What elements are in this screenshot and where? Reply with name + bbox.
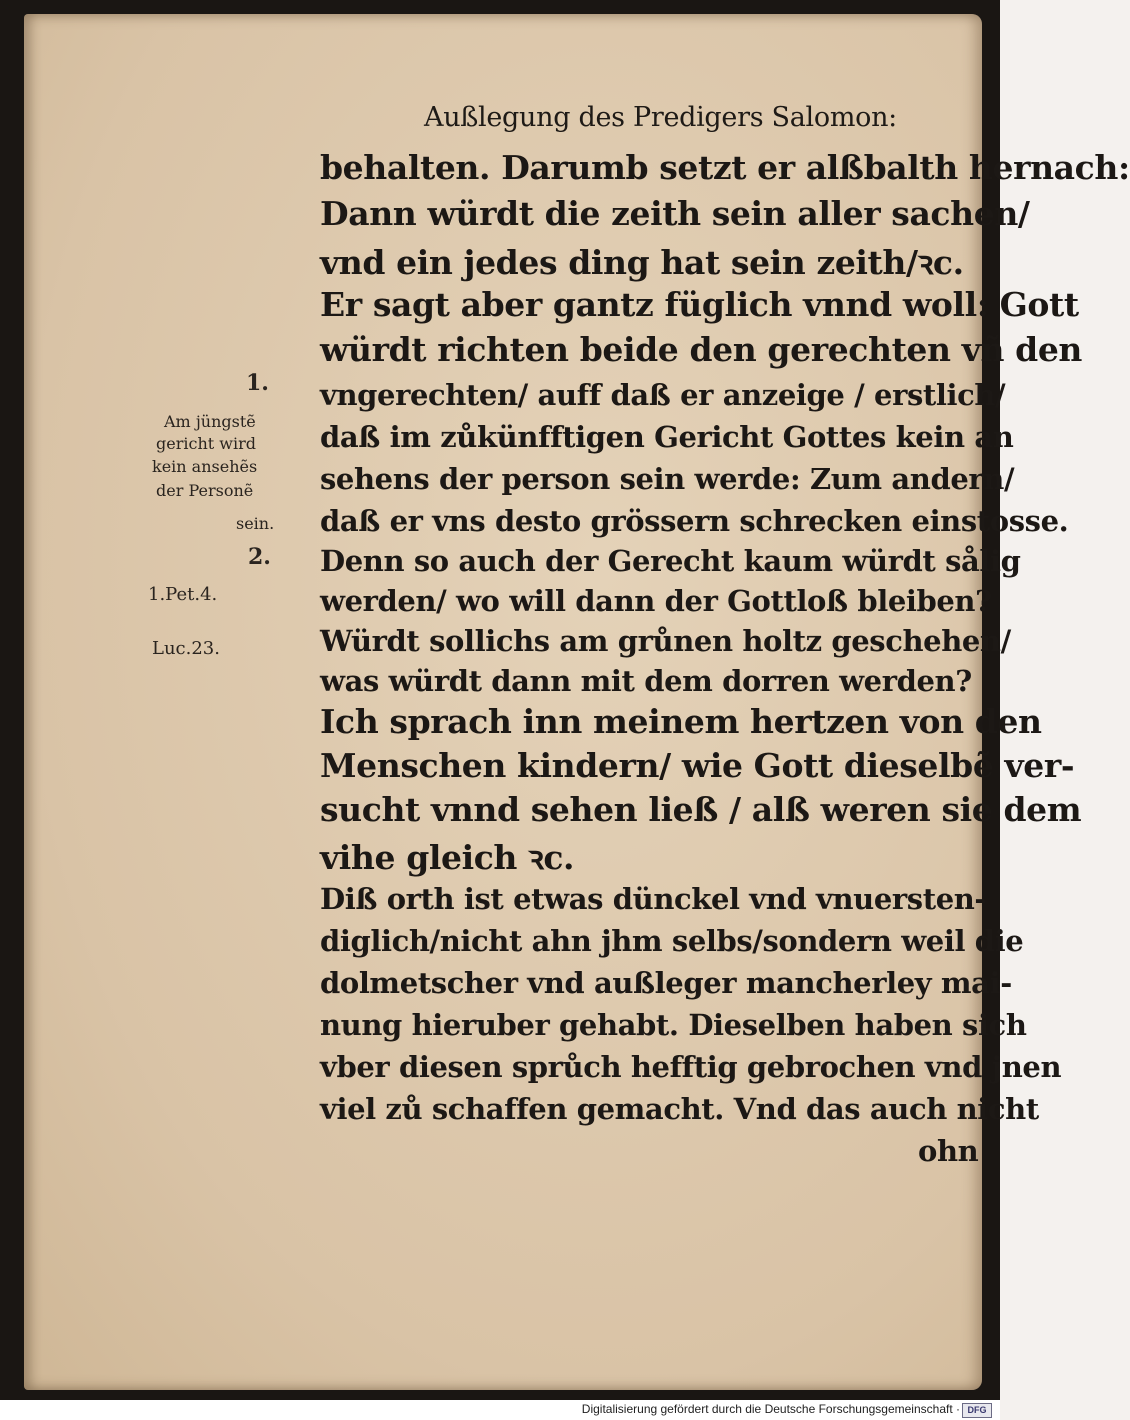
text-line: Diß orth ist etwas dünckel vnd vnuersten- — [320, 882, 987, 916]
text-line: diglich/nicht ahn jhm selbs/sondern weil die — [320, 924, 1024, 958]
book-page — [24, 14, 1130, 1390]
text-line: sucht vnnd sehen ließ / alß weren sie dem — [320, 790, 1082, 829]
text-line: vihe gleich ꝛc. — [320, 838, 575, 877]
text-line: vnd ein jedes ding hat sein zeith/ꝛc. — [320, 243, 964, 282]
margin-number: 1. — [246, 370, 269, 396]
text-line: werden/ wo will dann der Gottloß bleiben? — [320, 584, 992, 618]
text-line: nung hieruber gehabt. Dieselben haben sich — [320, 1008, 1027, 1042]
text-line: daß er vns desto grössern schrecken einstosse. — [320, 504, 1069, 538]
margin-reference: 1.Pet.4. — [148, 584, 218, 605]
text-line: würdt richten beide den gerechten vñ den — [320, 330, 1083, 369]
funding-credit: Digitalisierung gefördert durch die Deutsche Forschungsgemeinschaft · — [581, 1402, 960, 1416]
text-line: vber diesen sprůch hefftig gebrochen vnd jnen — [320, 1050, 1062, 1084]
text-line: Ich sprach inn meinem hertzen von den — [320, 702, 1042, 741]
text-line: Er sagt aber gantz füglich vnnd woll: Gott — [320, 285, 1079, 324]
margin-reference: Luc.23. — [152, 638, 220, 659]
text-line: daß im zůkünfftigen Gericht Gottes kein an — [320, 420, 1014, 454]
text-line: viel zů schaffen gemacht. Vnd das auch nicht — [320, 1092, 1039, 1126]
text-line: vngerechten/ auff daß er anzeige / erstlich/ — [320, 378, 1006, 412]
text-line: dolmetscher vnd außleger mancherley mai- — [320, 966, 1012, 1000]
running-head: Außlegung des Predigers Salomon: — [424, 102, 897, 133]
text-line: Dann würdt die zeith sein aller sachen/ — [320, 194, 1030, 233]
text-line: Würdt sollichs am grůnen holtz geschehen/ — [320, 624, 1011, 658]
text-line: Menschen kindern/ wie Gott dieselbẽ ver- — [320, 746, 1075, 785]
margin-note: der Personẽ — [156, 481, 254, 500]
catchword: ohn — [918, 1134, 979, 1168]
text-line: Denn so auch der Gerecht kaum würdt sålig — [320, 544, 1021, 578]
footer-bar — [0, 1400, 1000, 1420]
margin-note: sein. — [236, 514, 275, 533]
text-line: behalten. Darumb setzt er alßbalth hernach: — [320, 148, 1130, 187]
margin-number: 2. — [248, 544, 271, 570]
text-line: sehens der person sein werde: Zum andern/ — [320, 462, 1015, 496]
margin-note: Am jüngstẽ — [164, 412, 256, 431]
text-line: was würdt dann mit dem dorren werden? — [320, 664, 972, 698]
margin-note: gericht wird — [156, 434, 256, 453]
dfg-logo: DFG — [962, 1403, 992, 1418]
margin-note: kein ansehẽs — [152, 457, 258, 476]
